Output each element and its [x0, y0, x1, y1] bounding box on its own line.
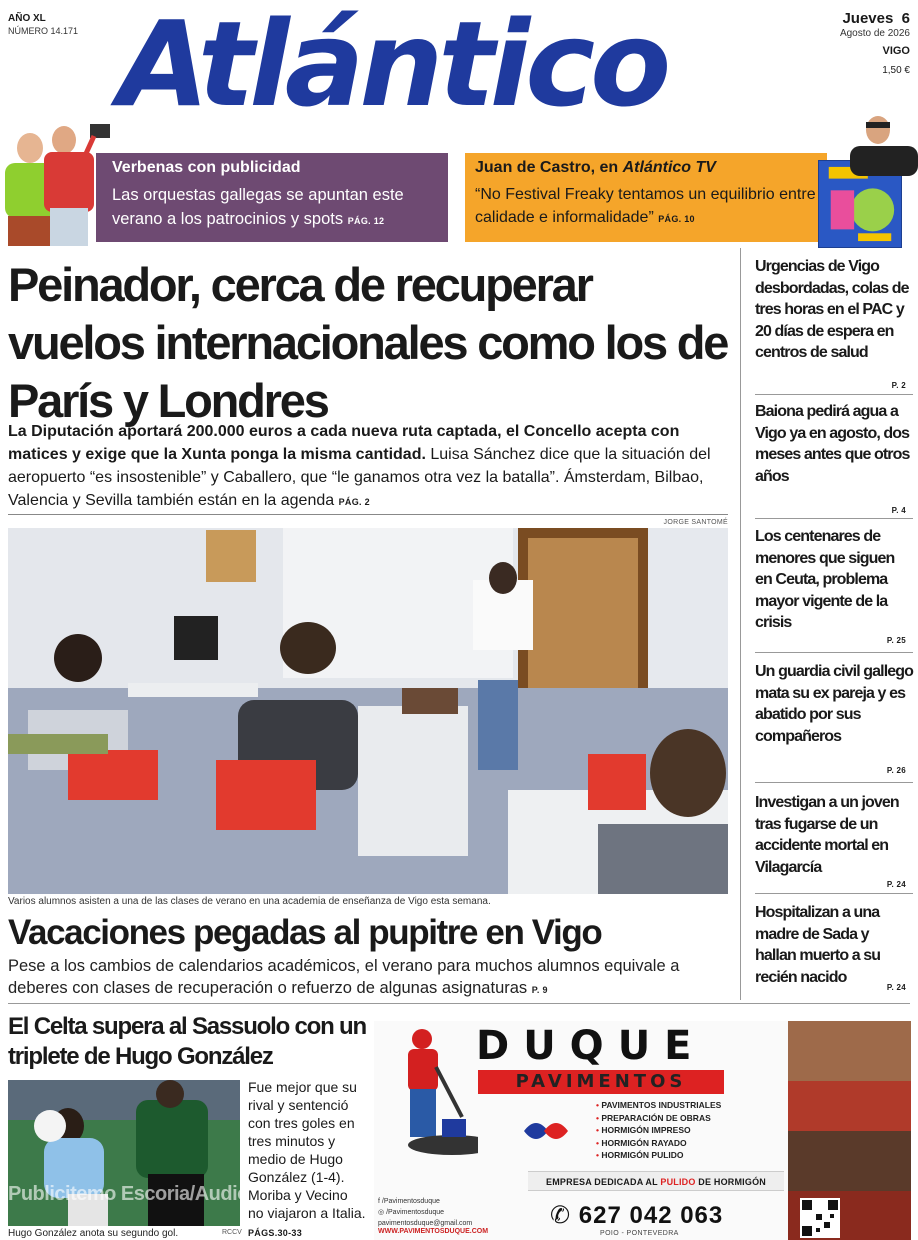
- ad-location: POIO - PONTEVEDRA: [600, 1230, 679, 1237]
- classroom-photo[interactable]: [8, 528, 728, 894]
- divider: [8, 514, 728, 515]
- ad-service-item: • PAVIMENTOS INDUSTRIALES: [596, 1099, 721, 1112]
- second-headline[interactable]: Vacaciones pegadas al pupitre en Vigo: [8, 913, 602, 952]
- news-rail: [740, 248, 912, 1000]
- page-ref: PÁG. 12: [347, 216, 385, 226]
- day-number: 6: [901, 10, 910, 27]
- promo-verbenas[interactable]: [96, 153, 448, 242]
- sports-photo-credit: RCCV: [222, 1229, 242, 1236]
- promo-body: Las orquestas gallegas se apuntan este verano a los patrocinios y spots: [112, 186, 404, 228]
- divider: [755, 652, 913, 653]
- ad-website[interactable]: WWW.PAVIMENTOSDUQUE.COM: [378, 1228, 489, 1235]
- page-ref: P. 2: [891, 381, 906, 390]
- weekday-day: [840, 10, 910, 27]
- lead-deck-text: Luisa Sánchez dice que la situación del aeropuerto “es insostenible” y Caballero, que “le ganamos otra vez la batalla”. Ámsterdam, Bilbao, Valencia y Sevilla también están en la agenda: [8, 446, 711, 509]
- photo-credit: JORGE SANTOMÉ: [663, 519, 728, 526]
- promo-atlantico-tv[interactable]: [465, 153, 827, 242]
- page-ref: P. 4: [891, 506, 906, 515]
- sports-headline[interactable]: El Celta supera al Sassuolo con un triplete de Hugo González: [8, 1013, 366, 1070]
- second-deck-text: Pese a los cambios de calendarios académicos, el verano para muchos alumnos equivale a deberes con clases de recuperación o refuerzo de algunas asignaturas: [8, 957, 680, 997]
- page-ref: P. 24: [886, 880, 906, 889]
- watermark: Publicitemo Escoria/Audio: [8, 1183, 249, 1205]
- sports-text: [248, 1078, 366, 1240]
- ad-brand: DUQUE: [476, 1023, 706, 1069]
- ad-subtitle: PAVIMENTOS: [478, 1070, 724, 1094]
- page-ref: P. 24: [886, 983, 906, 992]
- page-ref: PÁGS.30-33: [248, 1228, 303, 1238]
- lead-deck: [8, 420, 726, 514]
- sports-photo-caption: Hugo González anota su segundo gol.: [8, 1228, 179, 1239]
- ad-service-item: • HORMIGÓN IMPRESO: [596, 1124, 721, 1137]
- promo-body: “No Festival Freaky tentamos un equilibrio entre calidade e informalidade”: [475, 186, 816, 226]
- edition-city: VIGO: [882, 45, 910, 57]
- lead-deck-bold: La Diputación aportará 200.000 euros a cada nueva ruta captada, el Concello acepta con matices y exige que la Xunta ponga la misma cantidad.: [8, 423, 680, 463]
- photo-caption: Varios alumnos asisten a una de las clases de verano en una academia de enseñanza de Vigo esta semana.: [8, 896, 491, 907]
- issue-info: [8, 12, 78, 38]
- issue-number: NÚMERO 14.171: [8, 26, 79, 36]
- qr-code-icon: [800, 1198, 840, 1238]
- promo-text: [112, 183, 438, 233]
- rail-headline[interactable]: Un guardia civil gallego mata su ex pareja y es abatido por sus compañeros: [755, 663, 913, 745]
- facebook-handle: f /Pavimentosduque: [378, 1198, 440, 1205]
- ad-service-item: • HORMIGÓN PULIDO: [596, 1149, 721, 1162]
- ad-tagline-c: DE HORMIGÓN: [698, 1177, 766, 1187]
- lead-headline[interactable]: Peinador, cerca de recuperar vuelos internacionales como los de París y Londres: [8, 258, 728, 427]
- divider: [755, 893, 913, 894]
- ad-services-list: [596, 1099, 721, 1162]
- month-year: Agosto de 2026: [839, 28, 910, 39]
- weekday: Jueves: [842, 10, 894, 27]
- page-ref: P. 25: [886, 636, 906, 645]
- instagram-handle-text: /Pavimentosduque: [386, 1209, 445, 1216]
- sports-body: Fue mejor que su rival y sentenció con tres goles en tres minutos y medio de Hugo González (1-4). Moriba y Vecino no viajaron a Italia.: [248, 1079, 366, 1221]
- ad-tagline: [528, 1171, 784, 1191]
- date-block: [840, 10, 910, 76]
- promo-title: [475, 157, 817, 179]
- duque-pavimentos-ad[interactable]: [374, 1021, 911, 1240]
- rail-headline[interactable]: Urgencias de Vigo desbordadas, colas de tres horas en el PAC y 20 días de espera en centros de salud: [755, 258, 909, 361]
- ad-phone: [550, 1201, 723, 1230]
- promo-title: Verbenas con publicidad: [112, 159, 301, 176]
- rail-headline[interactable]: Baiona pedirá agua a Vigo ya en agosto, dos meses antes que otros años: [755, 403, 910, 485]
- issue-year: AÑO XL: [8, 13, 46, 24]
- page-ref: P. 26: [886, 766, 906, 775]
- facebook-handle-text: /Pavimentosduque: [381, 1198, 440, 1205]
- instagram-handle: ◎ /Pavimentosduque: [378, 1209, 445, 1216]
- page-ref: PÁG. 10: [658, 214, 695, 224]
- company-logo-icon: [518, 1113, 574, 1149]
- promo-title-brand: Atlántico TV: [622, 159, 716, 176]
- divider: [755, 394, 913, 395]
- ad-social: [378, 1196, 472, 1229]
- page-ref: P. 9: [531, 985, 548, 995]
- second-deck: [8, 955, 728, 1001]
- divider: [755, 782, 913, 783]
- rail-headline[interactable]: Hospitalizan a una madre de Sada y hallan muerto a su recién nacido: [755, 904, 881, 986]
- divider: [755, 518, 913, 519]
- price: 1,50 €: [882, 65, 910, 76]
- ad-email: pavimentosduque@gmail.com: [378, 1220, 473, 1227]
- ad-tagline-b: PULIDO: [660, 1177, 696, 1187]
- worker-with-machine-image: [382, 1027, 478, 1177]
- presenter-photo: [850, 112, 918, 176]
- divider: [8, 1003, 910, 1004]
- ad-service-item: • HORMIGÓN RAYADO: [596, 1137, 721, 1150]
- promo-title-prefix: Juan de Castro, en: [475, 159, 619, 176]
- ad-tagline-a: EMPRESA DEDICADA AL: [546, 1177, 658, 1187]
- phone-icon: ✆: [550, 1202, 572, 1229]
- newspaper-logo[interactable]: Atlántico: [118, 0, 667, 133]
- rail-headline[interactable]: Investigan a un joven tras fugarse de un accidente mortal en Vilagarcía: [755, 794, 899, 876]
- page-ref: PÁG. 2: [338, 497, 370, 507]
- ad-phone-number: 627 042 063: [578, 1202, 724, 1229]
- ad-service-item: • PREPARACIÓN DE OBRAS: [596, 1112, 721, 1125]
- rail-headline[interactable]: Los centenares de menores que siguen en Ceuta, problema mayor vigente de la crisis: [755, 528, 895, 631]
- promo-text: [475, 183, 817, 231]
